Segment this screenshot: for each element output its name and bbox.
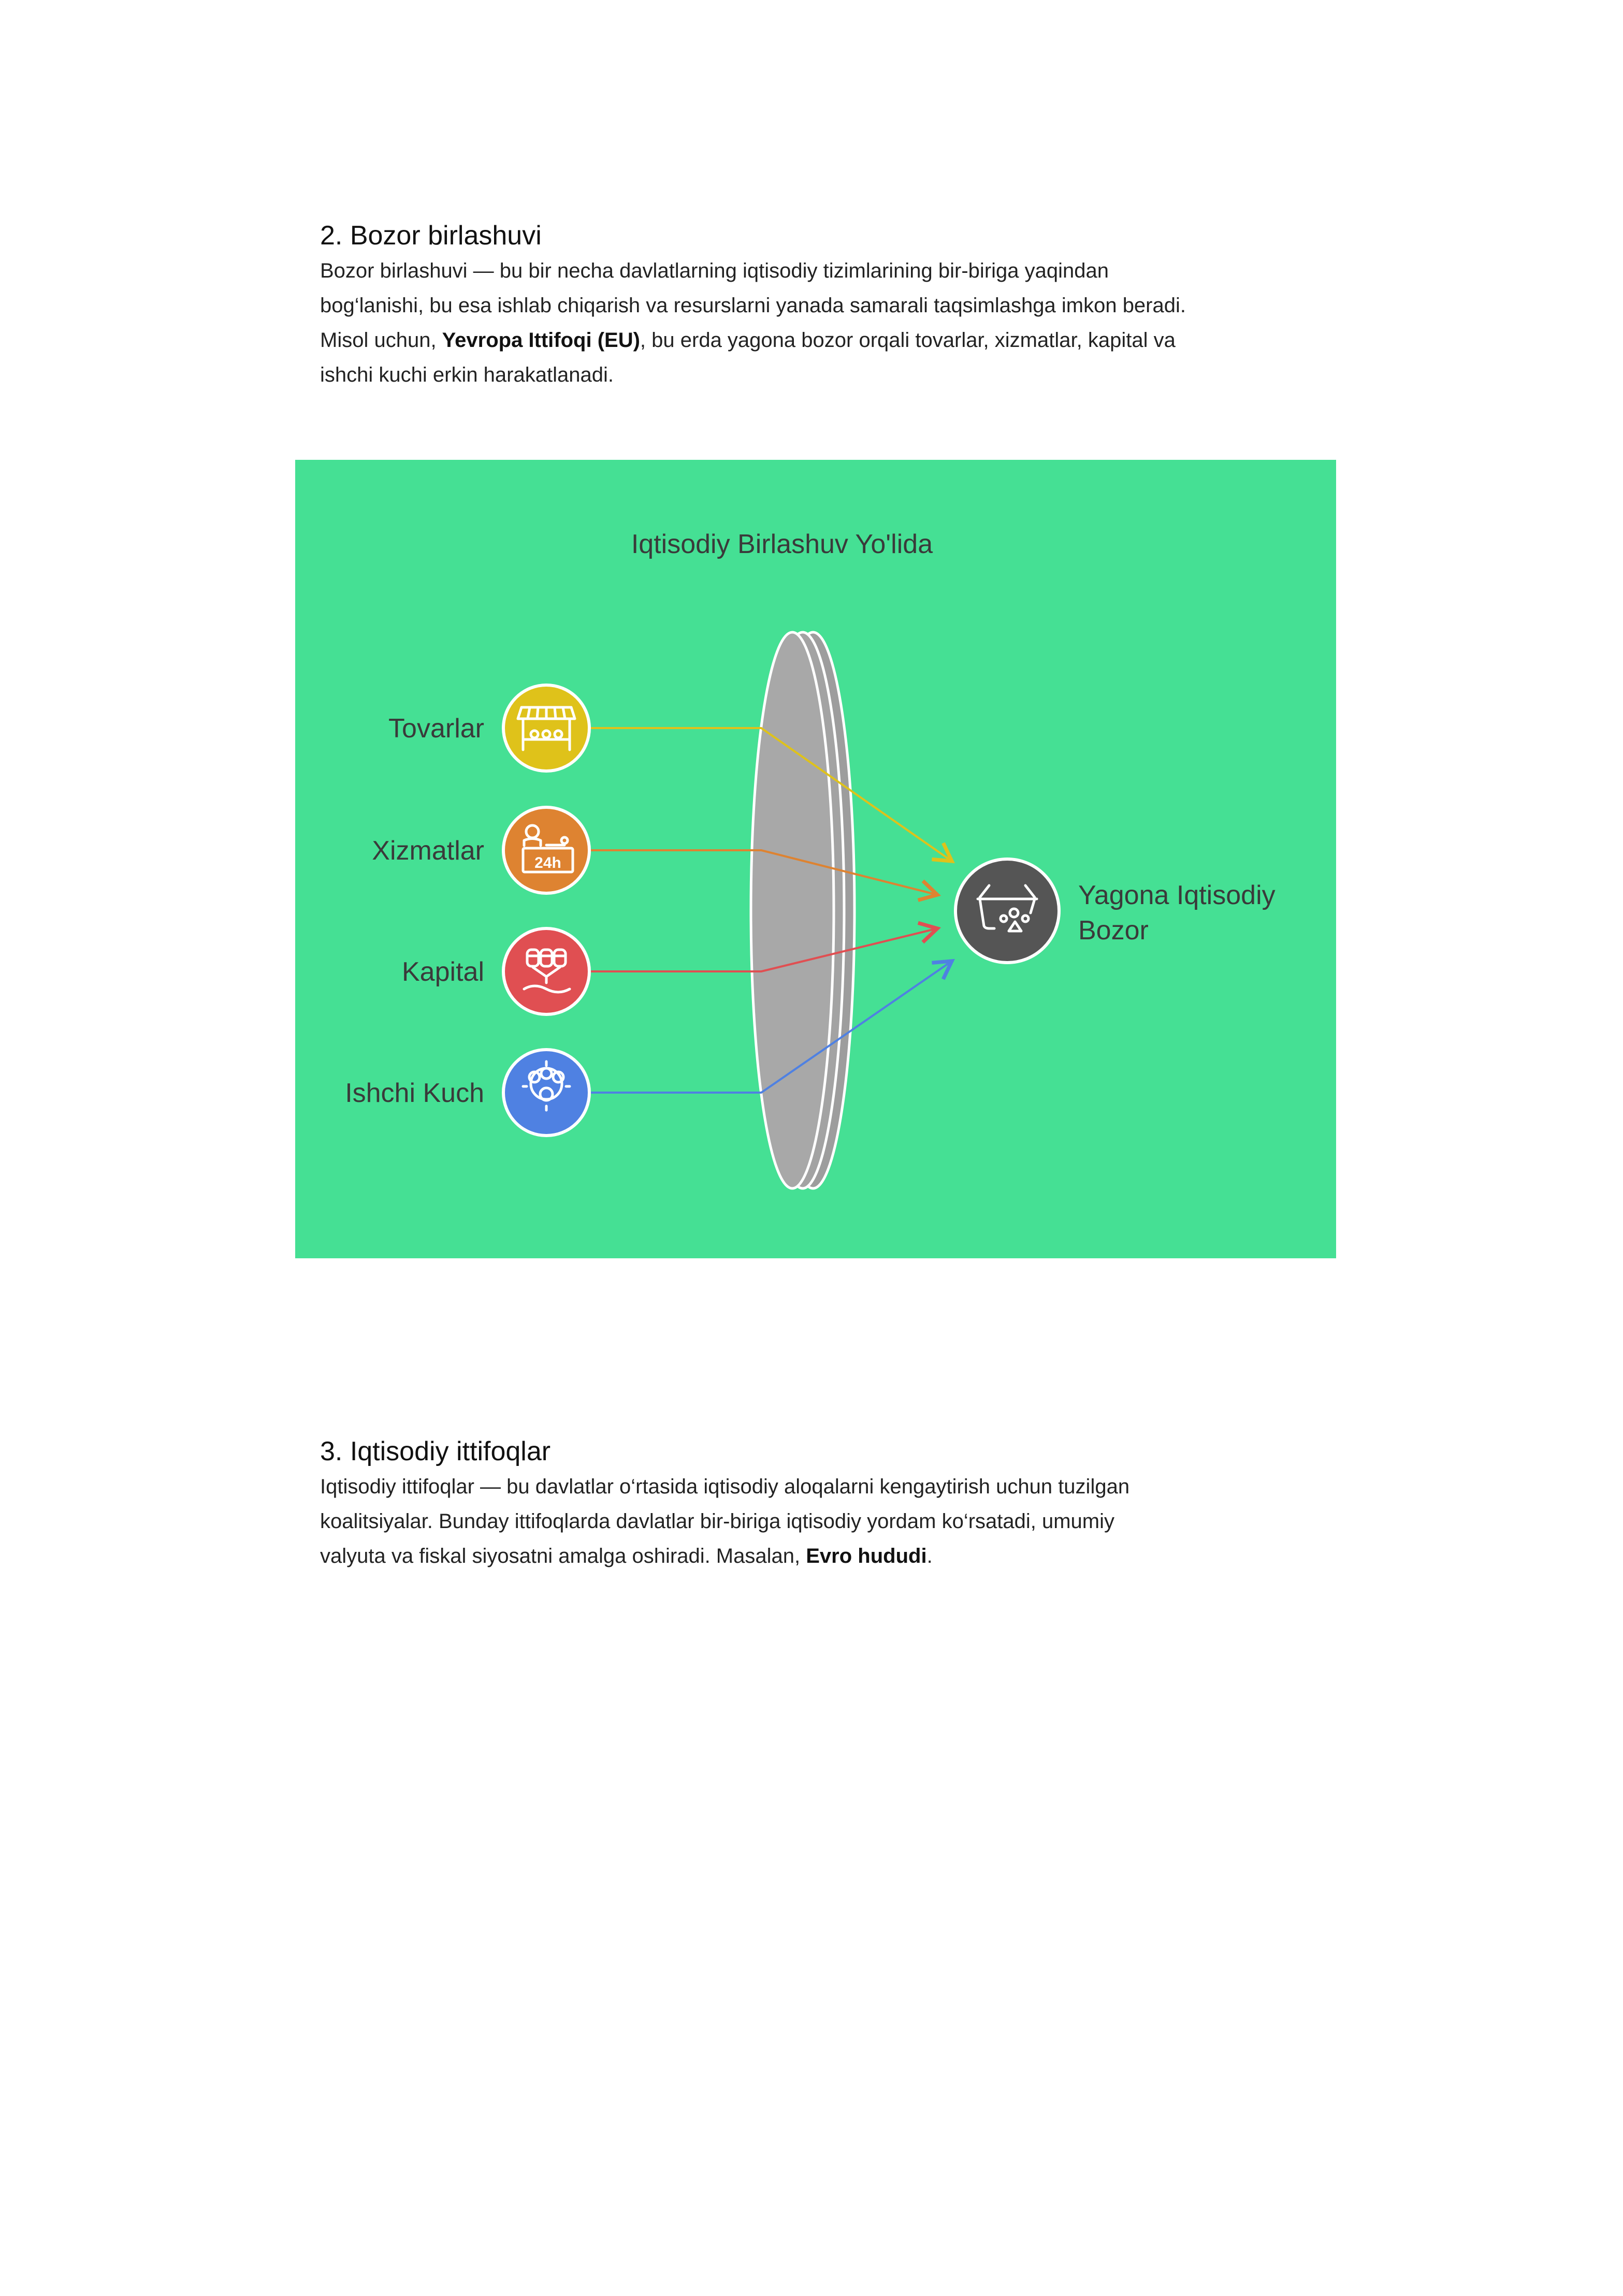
integration-diagram [295,460,1336,1258]
lens-front [751,632,834,1188]
bold-term: Evro hududi [806,1545,927,1567]
paragraph-line: Bozor birlashuvi — bu bir necha davlatlarning iqtisodiy tizimlarining bir-biriga yaqindan [320,259,1109,282]
xizmatlar-circle [503,807,589,893]
input-label-kapital: Kapital [402,957,484,987]
paragraph-line: , bu erda yagona bozor orqali tovarlar, xizmatlar, kapital va [640,329,1176,352]
section-iqtisodiy-ittifoqlar [320,1433,1335,1574]
output-circle [955,859,1059,963]
filter-lens [751,632,854,1188]
paragraph-line: koalitsiyalar. Bunday ittifoqlarda davlatlar bir-biriga iqtisodiy yordam ko‘rsatadi, umumiy [320,1510,1115,1533]
output-label-line1: Yagona Iqtisodiy [1078,880,1276,910]
tovarlar-circle [503,685,589,771]
paragraph [320,254,1335,393]
section-title: 2. Bozor birlashuvi [320,221,542,251]
section-title: 3. Iqtisodiy ittifoqlar [320,1436,551,1466]
paragraph-line: valyuta va fiskal siyosatni amalga oshiradi. Masalan, [320,1545,806,1567]
kapital-circle [503,928,589,1014]
output-label-line2: Bozor [1078,916,1149,946]
input-label-xizmatlar: Xizmatlar [372,836,484,866]
diagram-title: Iqtisodiy Birlashuv Yo'lida [631,529,933,559]
paragraph-line: Misol uchun, [320,329,442,352]
paragraph-line: Iqtisodiy ittifoqlar — bu davlatlar o‘rtasida iqtisodiy aloqalarni kengaytirish uchun tuzilgan [320,1475,1130,1498]
bold-term: Yevropa Ittifoqi (EU) [442,329,640,352]
paragraph [320,1470,1335,1574]
24h-label: 24h [534,854,561,871]
paragraph-line: bog‘lanishi, bu esa ishlab chiqarish va resurslarni yanada samarali taqsimlashga imkon beradi. [320,294,1186,317]
paragraph-line: ishchi kuchi erkin harakatlanadi. [320,364,614,386]
input-label-tovarlar: Tovarlar [388,714,484,744]
section-bozor-birlashuvi [320,217,1335,393]
paragraph-line: . [926,1545,933,1567]
input-label-ishchi-kuch: Ishchi Kuch [345,1078,484,1108]
